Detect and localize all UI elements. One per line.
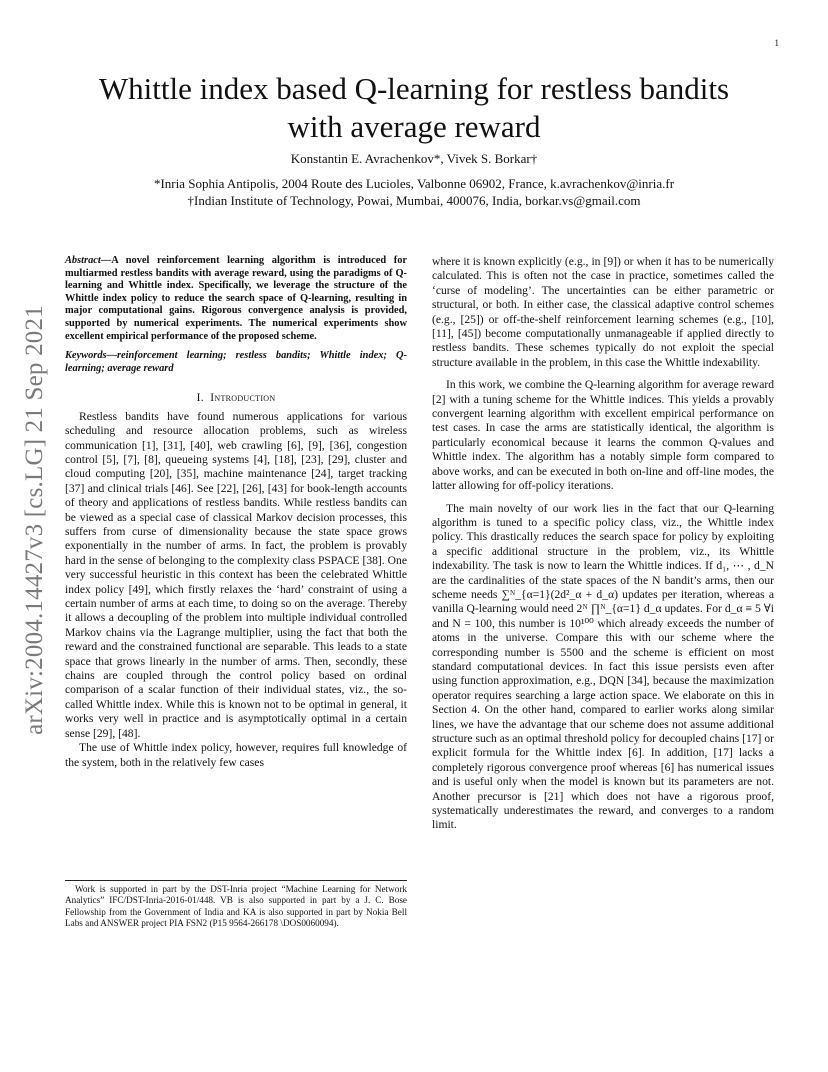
section-title: Introduction	[210, 392, 276, 405]
title-line-1: Whittle index based Q-learning for restless bandits	[98, 71, 730, 106]
footnote	[65, 880, 407, 929]
left-paragraph-1: Restless bandits have found numerous applications for various scheduling and resource allocation problems, such as wireless communication [1], [31], [40], web crawling [6], [9], [36], congestion control [5], [7], [8], queueing systems [4], [18], [23], [29], cluster and cloud computing [20], [35], machine maintenance [24], target tracking [37] and clinical trials [46]. See [22], [26], [43] for book-length accounts of theory and applications of restless bandits. While restless bandits can be viewed as a special case of classical Markov decision processes, this suffers from curse of dimensionality because the state space grows exponentially in the number of arms. In fact, the problem is provably hard in the sense of belonging to the complexity class PSPACE [38]. One very successful heuristic in this context has been the celebrated Whittle index policy [49], which firstly relaxes the ‘hard’ constraint of using a certain number of arms at each time, to doing so on the average. Thereby it allows a decoupling of the problem into multiple individual controlled Markov chains via the Lagrange multiplier, using the fact that both the reward and the constrained functional are separable. This leads to a state space that grows linearly in the number of arms. Then, secondly, these chains are coupled through the control policy based on ordinal comparison of a scalar function of their individual states, viz., the so-called Whittle index. While this is known not to be optimal in general, it works very well in practice and is asymptotically optimal in a certain sense [29], [48].	[65, 409, 407, 740]
section-number: I.	[196, 392, 204, 405]
right-paragraph-2: In this work, we combine the Q-learning algorithm for average reward [2] with a tuning scheme for the Whittle indices. This yields a provably convergent learning algorithm with excellent empirical performance on test cases. In case the arms are statistically identical, the algorithm is particularly economical because it learns the common Q-values and Whittle index. The algorithm has a notably simple form compared to above works, and can be executed in both on-line and off-line modes, the latter allowing for off-policy iterations.	[432, 378, 774, 493]
affiliations	[60, 176, 768, 209]
footnote-text: Work is supported in part by the DST-Inria project “Machine Learning for Network Analytics” IFC/DST-Inria-2016-01/448. VB is also supported in part by a J. C. Bose Fellowship from the Government of India and KA is also supported in part by Nokia Bell Labs and ANSWER project PIA FSN2 (P15 9564-266178 \DOS0060094).	[65, 884, 407, 928]
keywords-text: —reinforcement learning; restless bandits; Whittle index; Q-learning; average reward	[65, 350, 407, 374]
left-paragraph-2: The use of Whittle index policy, however, requires full knowledge of the system, both in the relatively few cases	[65, 741, 407, 769]
paper-title	[60, 70, 768, 146]
right-column	[432, 255, 774, 833]
page-number: 1	[774, 38, 779, 48]
keywords-label: Keywords	[65, 350, 107, 362]
arxiv-id: arXiv:2004.14427v3 [cs.LG] 21 Sep 2021	[21, 305, 48, 735]
right-paragraph-1: where it is known explicitly (e.g., in [9]) or when it has to be numerically calculated. This is often not the case in practice, sometimes called the ‘curse of modeling’. The uncertainties can be either parametric or structural, or both. In either case, the classical adaptive control schemes (e.g., [25]) or off-the-shelf reinforcement learning schemes (e.g., [10], [11], [45]) become computationally unmanageable if applied directly to restless bandits. These schemes typically do not exploit the special structure available in the problem, in this case the Whittle indexability.	[432, 255, 774, 369]
keywords	[65, 350, 407, 375]
authors: Konstantin E. Avrachenkov*, Vivek S. Borkar†	[290, 151, 538, 166]
abstract-text: —A novel reinforcement learning algorithm is introduced for multiarmed restless bandits with average reward, using the paradigms of Q-learning and Whittle index. Specifically, we leverage the structure of the Whittle index policy to reduce the search space of Q-learning, resulting in major computational gains. Rigorous convergence analysis is provided, supported by numerical experiments. The numerical experiments show excellent empirical performance of the proposed scheme.	[65, 255, 407, 342]
title-line-2: with average reward	[287, 109, 541, 144]
left-column	[65, 255, 407, 770]
abstract-label: Abstract	[65, 255, 101, 266]
arxiv-side-stamp	[10, 290, 60, 750]
affiliation-2: †Indian Institute of Technology, Powai, Mumbai, 400076, India, borkar.vs@gmail.com	[187, 192, 641, 208]
section-heading	[65, 391, 407, 405]
affiliation-1: *Inria Sophia Antipolis, 2004 Route des Lucioles, Valbonne 06902, France, k.avrachenkov@inria.fr	[153, 176, 675, 191]
abstract	[65, 255, 407, 343]
right-paragraph-3: The main novelty of our work lies in the fact that our Q-learning algorithm is tuned to a specific policy class, viz., the Whittle index policy. This drastically reduces the search space for policy by exploiting a specific additional structure in the problem, viz., its Whittle indexability. The task is now to learn the Whittle indices. If d₁, ⋯ , d_N are the cardinalities of the state spaces of the N bandit’s arms, then our scheme needs ∑ᴺ_{α=1}(2d²_α + d_α) updates per iteration, whereas a vanilla Q-learning would need 2ᴺ ∏ᴺ_{α=1} d_α updates. For d_α ≡ 5 ∀i and N = 100, this number is 10¹⁰⁰ which already exceeds the number of atoms in the universe. Compare this with our scheme where the corresponding number is 5500 and the scheme is efficient on most standard computational devices. In fact this issue persists even after using function approximation, e.g., DQN [34], because the maximization operator requires searching a large action space. We elaborate on this in Section 4. On the other hand, compared to earlier works along similar lines, we have the advantage that our scheme does not assume additional structure such as an optimal threshold policy for decoupled chains [17] or explicit formula for the Whittle index [6]. In addition, [17] lacks a completely rigorous convergence proof whereas [6] has numerical issues and is useful only when the model is known but its parameters are not. Another precursor is [21] which does not have a rigorous proof, systematically underestimates the reward, and converges to a random limit.	[432, 501, 774, 832]
